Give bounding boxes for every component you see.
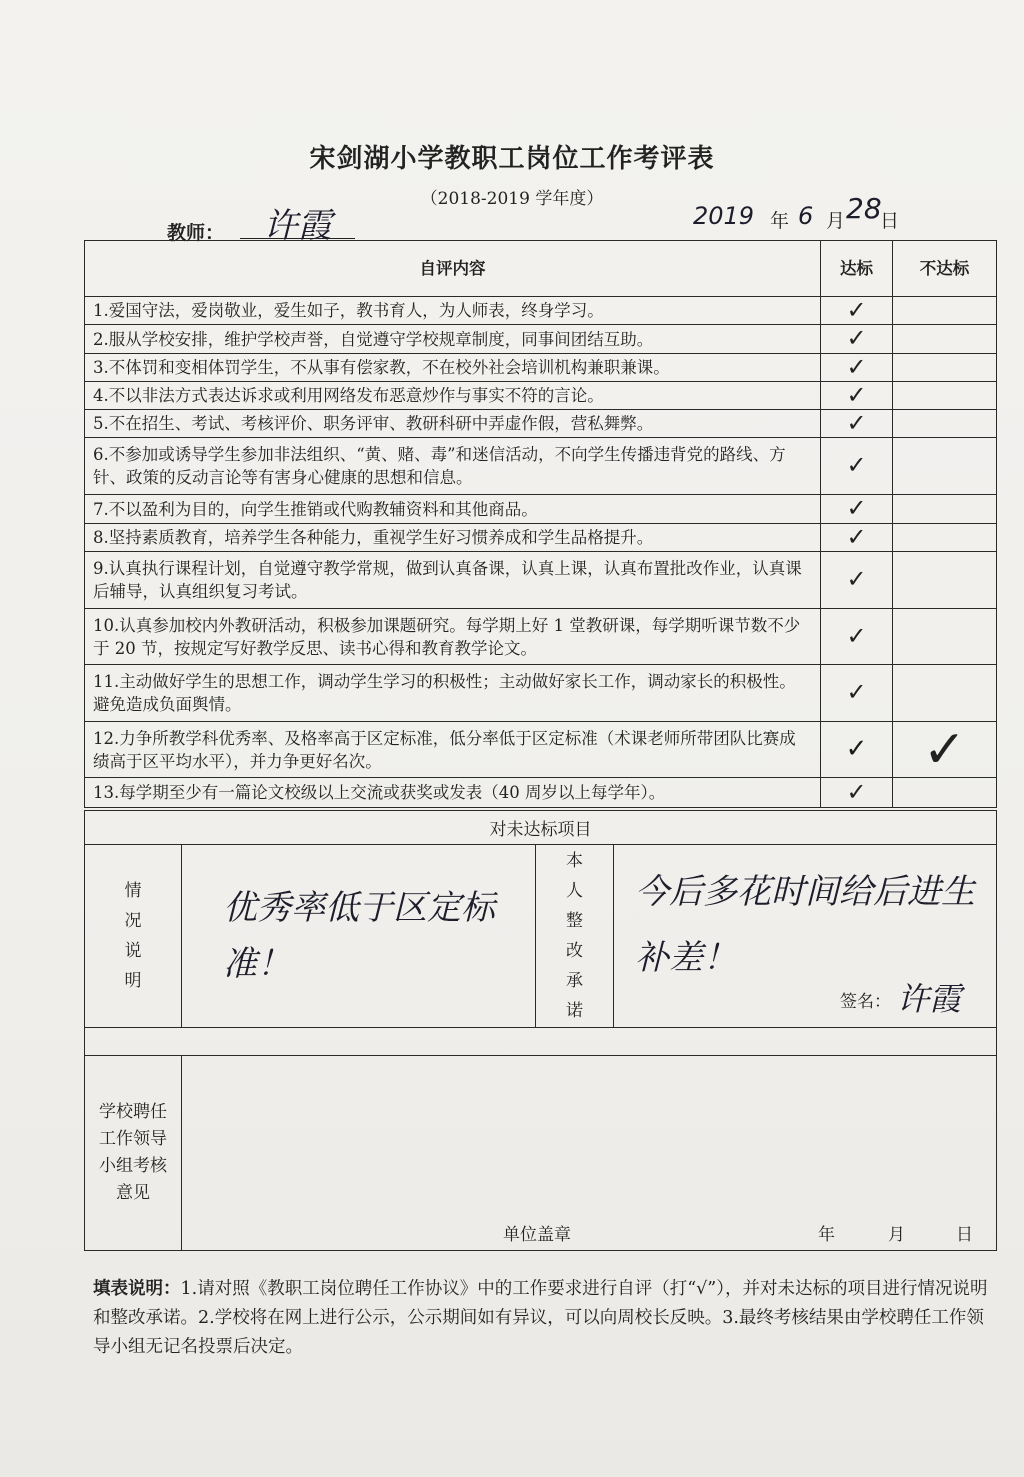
notes-text: 1.请对照《教职工岗位聘任工作协议》中的工作要求进行自评（打“√”），并对未达标的项目进行情况说明和整改承诺。2.学校将在网上进行公示，公示期间如有异议，可以向周校长反映。3.最终考核结果由学校聘任工作领导小组无记名投票后决定。	[93, 1279, 988, 1357]
teacher-label: 教师：	[167, 222, 225, 244]
date-day: 28	[846, 192, 882, 225]
pass-check-mark: ✓	[846, 678, 867, 706]
situation-text: 优秀率低于区定标准！	[223, 888, 495, 984]
notes-label: 填表说明：	[93, 1279, 181, 1299]
unmet-detail-row	[85, 845, 997, 1028]
pass-check-mark: ✓	[846, 522, 867, 551]
pass-check-mark: ✓	[846, 777, 867, 806]
pass-check-mark: ✓	[846, 621, 867, 650]
plan-text: 今后多花时间给后进生补差！	[635, 871, 975, 978]
pass-check-mark: ✓	[845, 734, 868, 764]
row-text: 13.每学期至少有一篇论文校级以上交流或获奖或发表（40 周岁以上每学年）。	[85, 778, 821, 808]
school-review-row	[85, 1056, 997, 1251]
row-text: 3.不体罚和变相体罚学生，不从事有偿家教，不在校外社会培训机构兼职兼课。	[85, 354, 821, 382]
table-row	[85, 609, 997, 665]
table-row	[85, 354, 997, 382]
table-row	[85, 722, 997, 778]
table-row	[85, 665, 997, 722]
situation-label: 情况说明	[124, 881, 142, 991]
unmet-section-title: 对未达标项目	[85, 811, 997, 845]
table-row	[85, 297, 997, 325]
plan-label: 本人整改承诺	[566, 851, 583, 1021]
form-subtitle: （2018-2019 学年度）	[420, 189, 604, 209]
school-label: 学校聘任工作领导小组考核意见	[99, 1102, 167, 1203]
row-text: 1.爱国守法，爱岗敬业，爱生如子，教书育人，为人师表，终身学习。	[85, 297, 821, 325]
school-year-label: 年	[818, 1225, 835, 1245]
school-review-cell	[182, 1056, 997, 1251]
school-label-cell	[85, 1056, 182, 1251]
date-day-label: 日	[880, 210, 900, 232]
situation-cell	[182, 845, 536, 1028]
table-row	[85, 438, 997, 495]
situation-label-cell	[85, 845, 182, 1028]
row-text: 4.不以非法方式表达诉求或利用网络发布恶意炒作与事实不符的言论。	[85, 382, 821, 410]
row-text: 7.不以盈利为目的，向学生推销或代购教辅资料和其他商品。	[85, 495, 821, 524]
table-row	[85, 778, 997, 808]
fail-check-mark: ✓	[922, 719, 967, 780]
school-month-label: 月	[888, 1225, 905, 1245]
date-month: 6	[798, 202, 814, 230]
row-text: 12.力争所教学科优秀率、及格率高于区定标准，低分率低于区定标准（术课老师所带团队比赛成绩高于区平均水平），并力争更好名次。	[85, 722, 821, 778]
row-text: 5.不在招生、考试、考核评价、职务评审、教研科研中弄虚作假，营私舞弊。	[85, 410, 821, 438]
spacer-row	[85, 1028, 997, 1056]
pass-check-mark: ✓	[846, 352, 867, 381]
pass-check-mark: ✓	[846, 408, 867, 437]
pass-check-mark: ✓	[846, 565, 867, 593]
pass-check-mark: ✓	[846, 451, 867, 479]
table-row	[85, 382, 997, 410]
unmet-title-row	[85, 811, 997, 845]
date-year-label: 年	[770, 210, 790, 232]
sign-label: 签名：	[840, 991, 891, 1012]
pass-check-mark: ✓	[846, 324, 867, 352]
blank-cell	[85, 1028, 997, 1056]
row-text: 8.坚持素质教育，培养学生各种能力，重视学生好习惯养成和学生品格提升。	[85, 524, 821, 552]
table-row	[85, 495, 997, 524]
table-row	[85, 524, 997, 552]
row-text: 2.服从学校安排，维护学校声誉，自觉遵守学校规章制度，同事间团结互助。	[85, 325, 821, 354]
table-row	[85, 552, 997, 609]
seal-label: 单位盖章	[503, 1225, 571, 1245]
self-evaluation-table	[84, 240, 997, 808]
header-content: 自评内容	[85, 241, 821, 297]
date-month-label: 月	[826, 210, 846, 232]
pass-check-mark: ✓	[846, 295, 867, 324]
table-header-row	[85, 241, 997, 297]
plan-label-cell	[536, 845, 614, 1028]
header-fail: 不达标	[893, 241, 997, 297]
row-text: 11.主动做好学生的思想工作，调动学生学习的积极性；主动做好家长工作，调动家长的积极性。避免造成负面舆情。	[85, 665, 821, 722]
pass-check-mark: ✓	[846, 380, 867, 409]
plan-cell	[614, 845, 997, 1028]
date-year: 2019	[693, 202, 755, 230]
header-pass: 达标	[821, 241, 893, 297]
table-row	[85, 410, 997, 438]
pass-check-mark: ✓	[846, 494, 867, 522]
table-row	[85, 325, 997, 354]
school-day-label: 日	[956, 1225, 973, 1245]
teacher-name: 许霞	[240, 198, 355, 239]
sign-name: 许霞	[897, 979, 962, 1018]
form-title: 宋剑湖小学教职工岗位工作考评表	[309, 144, 715, 174]
row-text: 9.认真执行课程计划，自觉遵守教学常规，做到认真备课，认真上课，认真布置批改作业，认真课后辅导，认真组织复习考试。	[85, 552, 821, 609]
row-text: 6.不参加或诱导学生参加非法组织、“黄、赌、毒”和迷信活动，不向学生传播违背党的路线、方针、政策的反动言论等有害身心健康的思想和信息。	[85, 438, 821, 495]
row-text: 10.认真参加校内外教研活动，积极参加课题研究。每学期上好 1 堂教研课，每学期听课节数不少于 20 节，按规定写好教学反思、读书心得和教育教学论文。	[85, 609, 821, 665]
fill-instructions	[93, 1275, 993, 1362]
unmet-items-table	[84, 810, 997, 1251]
